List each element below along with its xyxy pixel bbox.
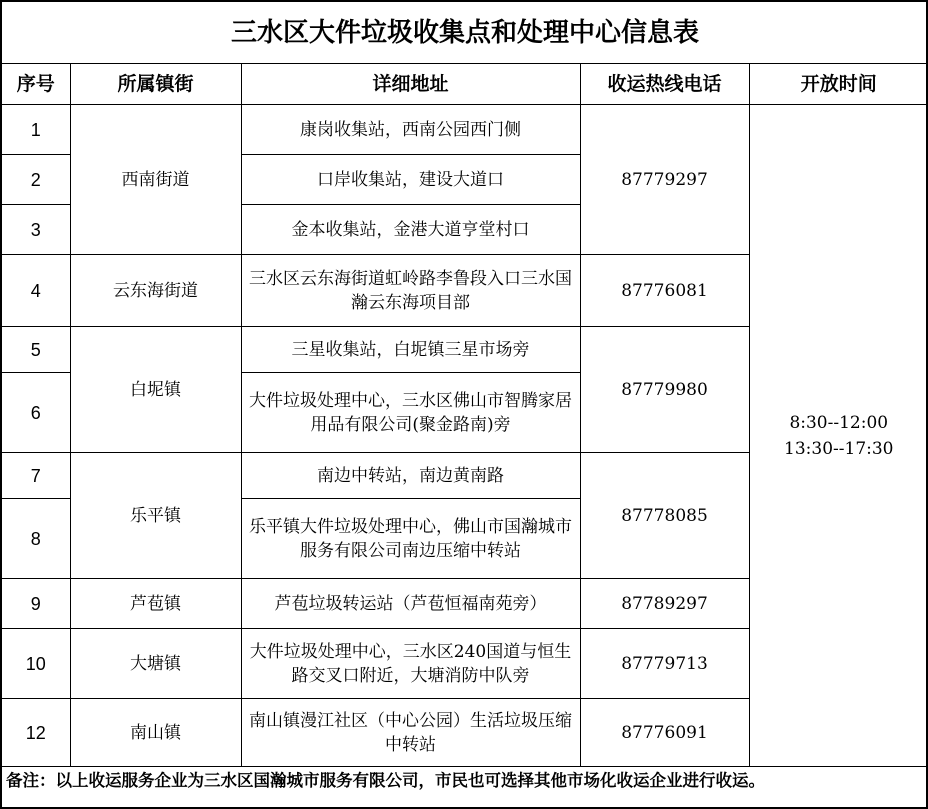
row-index: 5 [2, 327, 70, 373]
hours-afternoon: 13:30--17:30 [784, 438, 894, 459]
address-cell: 康岗收集站，西南公园西门侧 [241, 105, 580, 155]
title-row [2, 2, 928, 64]
header-address: 详细地址 [241, 64, 580, 105]
street-cell: 芦苞镇 [70, 579, 241, 629]
table-row [2, 105, 928, 155]
phone-cell: 87776091 [580, 699, 749, 767]
row-index: 7 [2, 453, 70, 499]
address-cell: 南山镇漫江社区（中心公园）生活垃圾压缩中转站 [241, 699, 580, 767]
page-title: 三水区大件垃圾收集点和处理中心信息表 [2, 2, 928, 64]
row-index: 12 [2, 699, 70, 767]
header-hours: 开放时间 [749, 64, 928, 105]
row-index: 6 [2, 373, 70, 453]
address-cell: 芦苞垃圾转运站（芦苞恒福南苑旁） [241, 579, 580, 629]
phone-cell: 87779713 [580, 629, 749, 699]
phone-cell: 87778085 [580, 453, 749, 579]
address-cell: 大件垃圾处理中心，三水区240国道与恒生路交叉口附近，大塘消防中队旁 [241, 629, 580, 699]
street-cell: 云东海街道 [70, 255, 241, 327]
phone-cell: 87779297 [580, 105, 749, 255]
row-index: 2 [2, 155, 70, 205]
row-index: 9 [2, 579, 70, 629]
row-index: 3 [2, 205, 70, 255]
street-cell: 南山镇 [70, 699, 241, 767]
street-cell: 大塘镇 [70, 629, 241, 699]
address-cell: 南边中转站，南边黄南路 [241, 453, 580, 499]
info-table [2, 2, 928, 795]
row-index: 8 [2, 499, 70, 579]
footnote: 备注：以上收运服务企业为三水区国瀚城市服务有限公司，市民也可选择其他市场化收运企业进行收运。 [2, 767, 928, 796]
note-row [2, 767, 928, 796]
phone-cell: 87789297 [580, 579, 749, 629]
header-index: 序号 [2, 64, 70, 105]
address-cell: 乐平镇大件垃圾处理中心，佛山市国瀚城市服务有限公司南边压缩中转站 [241, 499, 580, 579]
hours-cell [749, 105, 928, 767]
header-row [2, 64, 928, 105]
row-index: 4 [2, 255, 70, 327]
street-cell: 西南街道 [70, 105, 241, 255]
row-index: 10 [2, 629, 70, 699]
phone-cell: 87779980 [580, 327, 749, 453]
phone-cell: 87776081 [580, 255, 749, 327]
row-index: 1 [2, 105, 70, 155]
address-cell: 三星收集站，白坭镇三星市场旁 [241, 327, 580, 373]
header-street: 所属镇街 [70, 64, 241, 105]
header-phone: 收运热线电话 [580, 64, 749, 105]
address-cell: 口岸收集站，建设大道口 [241, 155, 580, 205]
street-cell: 乐平镇 [70, 453, 241, 579]
street-cell: 白坭镇 [70, 327, 241, 453]
hours-morning: 8:30--12:00 [789, 412, 889, 433]
address-cell: 金本收集站，金港大道亨堂村口 [241, 205, 580, 255]
address-cell: 大件垃圾处理中心，三水区佛山市智腾家居用品有限公司(聚金路南)旁 [241, 373, 580, 453]
address-cell: 三水区云东海街道虹岭路李鲁段入口三水国瀚云东海项目部 [241, 255, 580, 327]
